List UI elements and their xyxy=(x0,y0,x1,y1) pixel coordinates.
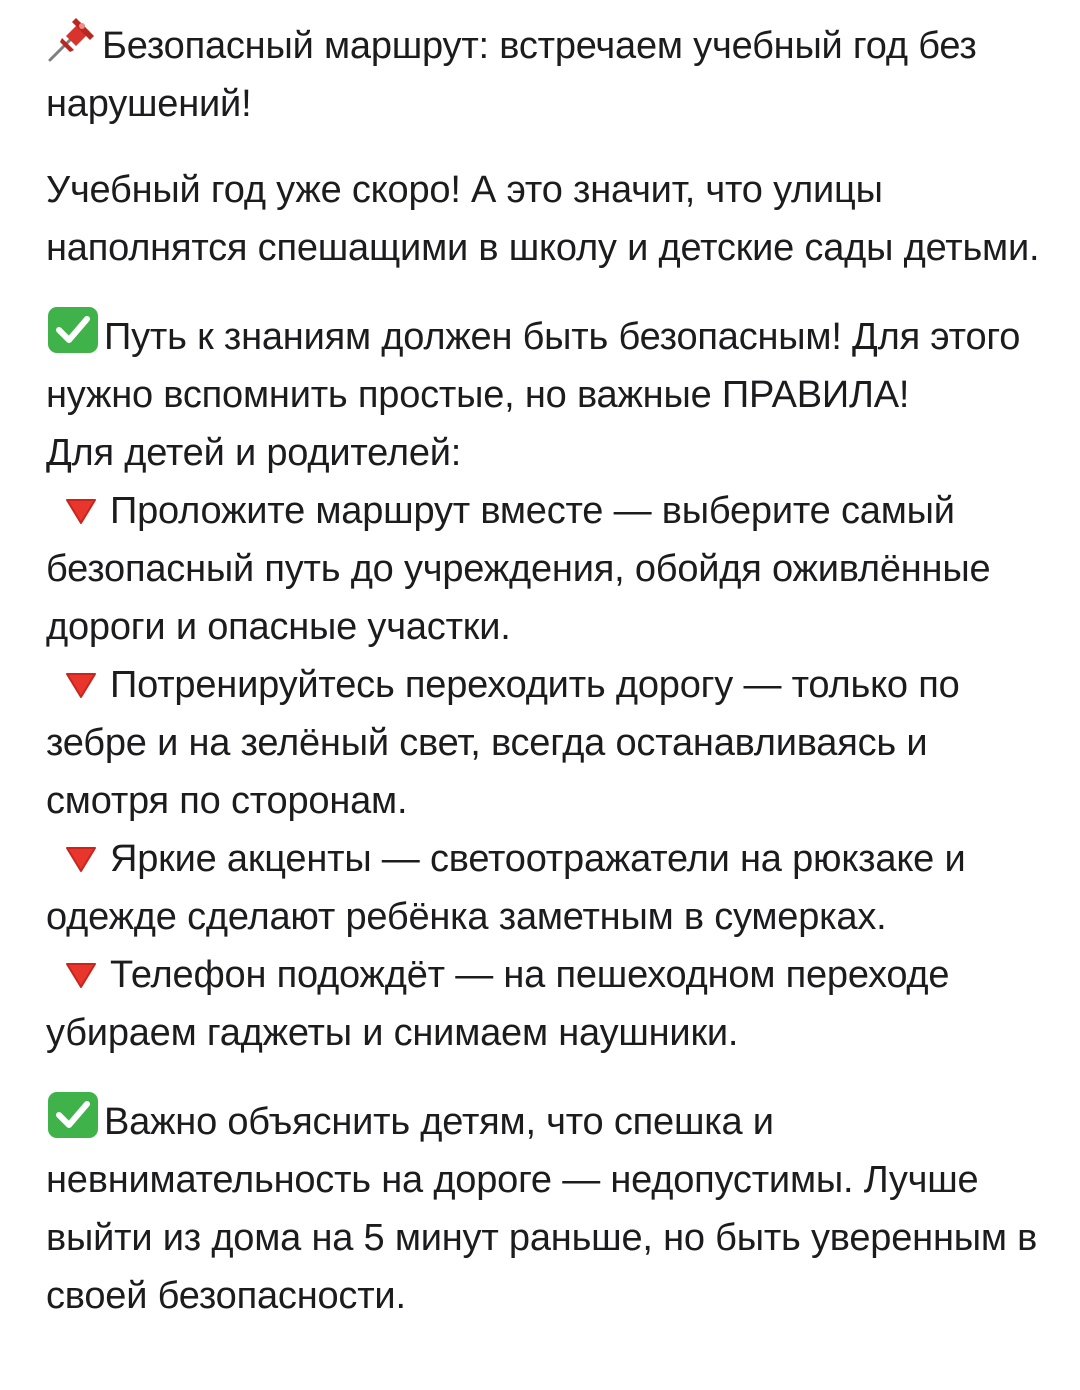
section1-text: Путь к знаниям должен быть безопасным! Для этого нужно вспомнить простые, но важные ПРАВИЛА! xyxy=(46,316,1021,416)
headline-text: Безопасный маршрут: встречаем учебный год без нарушений! xyxy=(46,25,977,125)
check-mark-button-icon xyxy=(46,1090,100,1140)
list-item xyxy=(46,656,1046,830)
pushpin-icon xyxy=(46,14,98,64)
section1-paragraph xyxy=(46,305,1046,424)
post-headline xyxy=(46,14,1046,133)
list-item xyxy=(46,830,1046,946)
section2-text: Важно объяснить детям, что спешка и невнимательность на дороге — недопустимы. Лучше выйти из дома на 5 минут раньше, но быть уверенным в своей безопасности. xyxy=(46,1101,1038,1317)
list-item-text: Проложите маршрут вместе — выберите самый безопасный путь до учреждения, обойдя оживлённые дороги и опасные участки. xyxy=(46,490,991,648)
list-item-text: Телефон подождёт — на пешеходном переходе убираем гаджеты и снимаем наушники. xyxy=(46,954,950,1054)
intro-paragraph: Учебный год уже скоро! А это значит, что улицы наполнятся спешащими в школу и детские сады детьми. xyxy=(46,169,1040,269)
list-item xyxy=(46,946,1046,1062)
red-triangle-down-icon xyxy=(64,671,98,699)
section2-paragraph xyxy=(46,1090,1046,1325)
audience-subheading: Для детей и родителей: xyxy=(46,432,462,474)
red-triangle-down-icon xyxy=(64,961,98,989)
check-mark-button-icon xyxy=(46,305,100,355)
post-body xyxy=(46,14,1046,1325)
list-item-text: Яркие акценты — светоотражатели на рюкзаке и одежде сделают ребёнка заметным в сумерках. xyxy=(46,838,966,938)
list-item xyxy=(46,482,1046,656)
red-triangle-down-icon xyxy=(64,497,98,525)
red-triangle-down-icon xyxy=(64,845,98,873)
list-item-text: Потренируйтесь переходить дорогу — только по зебре и на зелёный свет, всегда останавливаясь и смотря по сторонам. xyxy=(46,664,960,822)
